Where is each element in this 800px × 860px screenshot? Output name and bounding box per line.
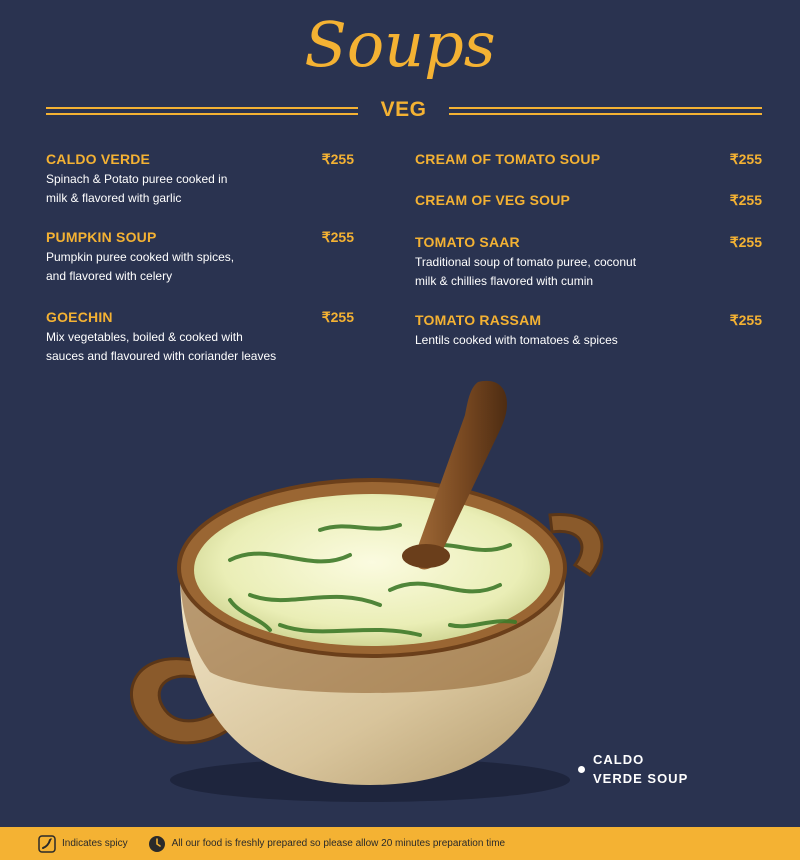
clock-icon: [148, 835, 166, 853]
section-label: VEG: [380, 98, 427, 121]
divider-right: [449, 107, 762, 115]
item-price: ₹255: [729, 192, 762, 208]
menu-item: [46, 229, 354, 286]
prep-note: All our food is freshly prepared so please allow 20 minutes preparation time: [171, 838, 506, 849]
desc-line: Mix vegetables, boiled & cooked with: [46, 330, 243, 344]
item-price: ₹255: [729, 234, 762, 250]
caption-text: [593, 750, 688, 788]
item-price: ₹255: [321, 309, 354, 325]
menu-item: [415, 312, 762, 350]
item-price: ₹255: [729, 151, 762, 167]
menu-item: [46, 309, 354, 366]
desc-line: milk & chillies flavored with cumin: [415, 274, 594, 288]
desc-line: and flavored with celery: [46, 269, 173, 283]
photo-caption: [578, 750, 688, 788]
prep-legend: [148, 835, 506, 853]
item-name: TOMATO SAAR: [415, 234, 520, 250]
page-title: [0, 4, 800, 90]
menu-item: [415, 192, 762, 208]
title-text: Soups: [304, 8, 496, 81]
section-header: [46, 98, 762, 126]
item-description: [415, 253, 675, 291]
item-name: TOMATO RASSAM: [415, 312, 542, 328]
caption-line: VERDE SOUP: [593, 771, 689, 786]
item-name: CALDO VERDE: [46, 151, 151, 167]
desc-line: Traditional soup of tomato puree, coconut: [415, 255, 637, 269]
desc-line: milk & flavored with garlic: [46, 191, 182, 205]
item-description: [46, 170, 296, 208]
item-description: [46, 248, 296, 286]
item-name: CREAM OF TOMATO SOUP: [415, 151, 601, 167]
caption-line: CALDO: [593, 752, 645, 767]
chili-icon: [38, 835, 56, 853]
caption-dot: [578, 766, 585, 773]
item-description: [415, 331, 675, 350]
spicy-legend: [38, 835, 128, 853]
item-price: ₹255: [321, 229, 354, 245]
menu-item: [415, 234, 762, 291]
menu-item: [46, 151, 354, 208]
item-price: ₹255: [729, 312, 762, 328]
desc-line: Lentils cooked with tomatoes & spices: [415, 333, 618, 347]
item-name: PUMPKIN SOUP: [46, 229, 157, 245]
item-name: GOECHIN: [46, 309, 113, 325]
desc-line: Pumpkin puree cooked with spices,: [46, 250, 235, 264]
soup-bowl-photo: [120, 360, 620, 810]
item-name: CREAM OF VEG SOUP: [415, 192, 571, 208]
title-script: [250, 4, 550, 90]
divider-left: [46, 107, 358, 115]
item-price: ₹255: [321, 151, 354, 167]
desc-line: Spinach & Potato puree cooked in: [46, 172, 228, 186]
footer-bar: [0, 827, 800, 860]
menu-item: [415, 151, 762, 167]
spicy-note: Indicates spicy: [62, 838, 128, 849]
desc-line: sauces and flavoured with coriander leaves: [46, 349, 277, 363]
